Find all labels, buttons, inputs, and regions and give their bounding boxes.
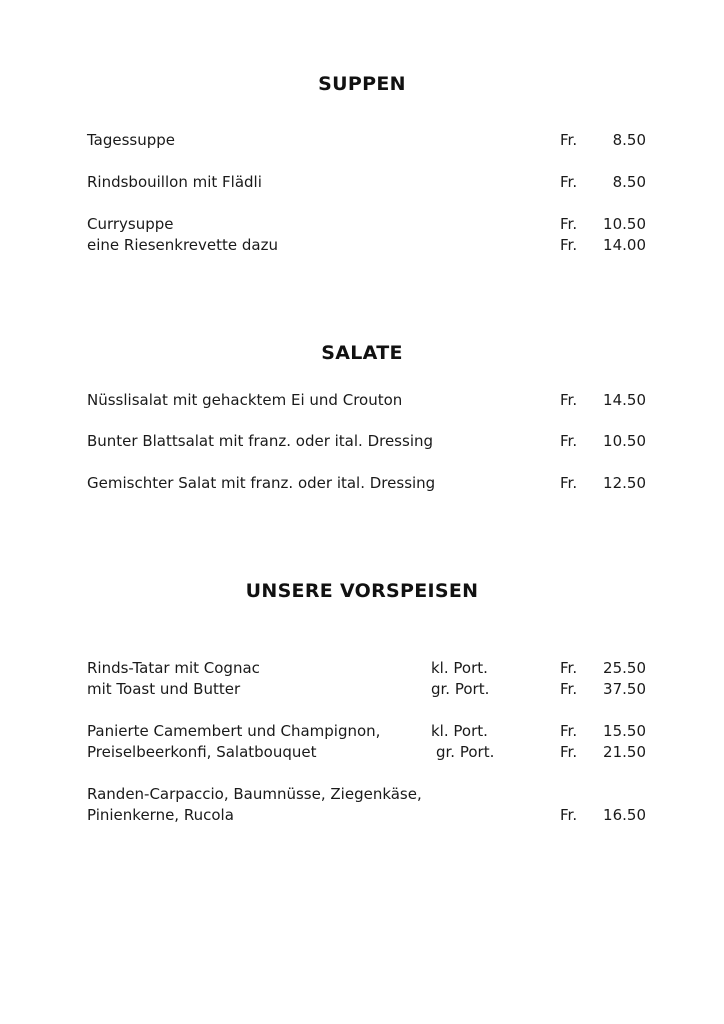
item-currency: Fr. xyxy=(560,659,578,677)
item-currency: Fr. xyxy=(560,215,578,233)
item-name: eine Riesenkrevette dazu xyxy=(87,236,278,254)
item-name: Rindsbouillon mit Flädli xyxy=(87,173,262,191)
item-price: 10.50 xyxy=(603,432,646,450)
item-price: 8.50 xyxy=(612,173,646,191)
menu-item xyxy=(0,678,724,700)
menu-item xyxy=(0,720,724,742)
menu-item xyxy=(0,741,724,763)
item-name: Pinienkerne, Rucola xyxy=(87,806,234,824)
menu-item xyxy=(0,129,724,151)
item-currency: Fr. xyxy=(560,131,578,149)
item-price: 21.50 xyxy=(603,743,646,761)
item-price: 15.50 xyxy=(603,722,646,740)
item-name: Currysuppe xyxy=(87,215,174,233)
item-name: Gemischter Salat mit franz. oder ital. Dressing xyxy=(87,474,436,492)
item-name: Rinds-Tatar mit Cognac xyxy=(87,659,260,677)
item-price: 14.50 xyxy=(603,391,646,409)
item-name: Nüsslisalat mit gehacktem Ei und Crouton xyxy=(87,391,403,409)
item-name: Panierte Camembert und Champignon, xyxy=(87,722,381,740)
item-currency: Fr. xyxy=(560,474,578,492)
item-portion: kl. Port. xyxy=(431,722,488,740)
item-currency: Fr. xyxy=(560,236,578,254)
item-currency: Fr. xyxy=(560,391,578,409)
item-currency: Fr. xyxy=(560,432,578,450)
item-name: Randen-Carpaccio, Baumnüsse, Ziegenkäse, xyxy=(87,785,422,803)
section-title-suppen: SUPPEN xyxy=(318,73,406,95)
menu-item xyxy=(0,234,724,256)
item-price: 25.50 xyxy=(603,659,646,677)
section-title-salate: SALATE xyxy=(321,342,403,364)
item-name: mit Toast und Butter xyxy=(87,680,241,698)
menu-item xyxy=(0,171,724,193)
menu-item xyxy=(0,389,724,411)
item-currency: Fr. xyxy=(560,806,578,824)
item-name: Bunter Blattsalat mit franz. oder ital. Dressing xyxy=(87,432,434,450)
item-price: 37.50 xyxy=(603,680,646,698)
item-currency: Fr. xyxy=(560,680,578,698)
menu-item xyxy=(0,430,724,452)
item-portion: gr. Port. xyxy=(436,743,495,761)
item-price: 12.50 xyxy=(603,474,646,492)
item-price: 10.50 xyxy=(603,215,646,233)
menu-item xyxy=(0,213,724,235)
item-currency: Fr. xyxy=(560,722,578,740)
item-name: Tagessuppe xyxy=(87,131,176,149)
menu-item xyxy=(0,804,724,826)
item-portion: gr. Port. xyxy=(431,680,490,698)
item-price: 16.50 xyxy=(603,806,646,824)
menu-item xyxy=(0,783,724,805)
item-currency: Fr. xyxy=(560,743,578,761)
item-price: 8.50 xyxy=(612,131,646,149)
item-price: 14.00 xyxy=(603,236,646,254)
menu-item xyxy=(0,472,724,494)
section-title-vorspeisen: UNSERE VORSPEISEN xyxy=(245,580,479,602)
item-name: Preiselbeerkonfi, Salatbouquet xyxy=(87,743,317,761)
menu-item xyxy=(0,657,724,679)
item-portion: kl. Port. xyxy=(431,659,488,677)
item-currency: Fr. xyxy=(560,173,578,191)
